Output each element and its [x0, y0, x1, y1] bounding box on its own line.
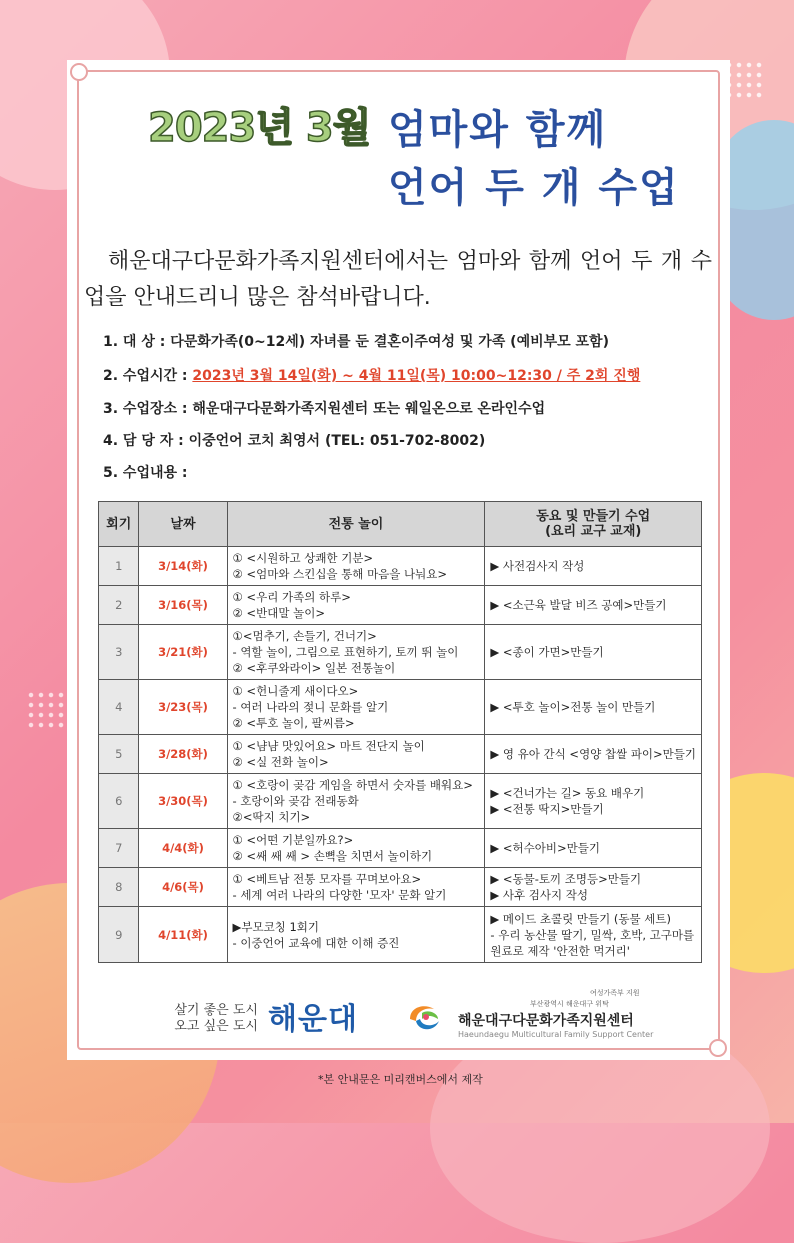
- table-row: [99, 907, 702, 963]
- traditional-play-cell: [227, 829, 485, 868]
- title-line1: 엄마와 함께: [388, 107, 608, 153]
- info-target-value: 다문화가족(0~12세) 자녀를 둔 결혼이주여성 및 가족 (예비부모 포함): [170, 334, 609, 350]
- song-craft-cell: [485, 868, 702, 907]
- song-line: ▶ 사후 검사지 작성: [490, 888, 588, 902]
- session-date: 4/6(목): [139, 868, 227, 907]
- info-content-label: 5. 수업내용 :: [103, 465, 188, 481]
- song-craft-cell: [485, 907, 702, 963]
- session-number: 7: [99, 829, 139, 868]
- table-row: [99, 680, 702, 735]
- table-row: [99, 829, 702, 868]
- header-no: 회기: [99, 502, 139, 547]
- session-number: 5: [99, 735, 139, 774]
- session-number: 2: [99, 586, 139, 625]
- song-line: ▶ <허수아비>만들기: [490, 841, 600, 855]
- song-line: ▶ 사전검사지 작성: [490, 559, 585, 573]
- song-line: ▶ <건너가는 길> 동요 배우기: [490, 786, 645, 800]
- song-craft-cell: [485, 625, 702, 680]
- session-date: 3/23(목): [139, 680, 227, 735]
- decor-dots: [26, 690, 66, 730]
- header-play: 전통 놀이: [227, 502, 485, 547]
- info-target: [103, 331, 609, 351]
- traditional-play-cell: [227, 774, 485, 829]
- play-line: ① <시원하고 상쾌한 기분>: [232, 551, 374, 565]
- song-craft-cell: [485, 680, 702, 735]
- title-year-month: 2023년 3월: [148, 105, 371, 151]
- header-song-line: 동요 및 만들기 수업: [536, 509, 651, 524]
- header-song-line: (요리 교구 교재): [545, 524, 642, 539]
- info-manager-value: 이중언어 코치 최영서 (TEL: 051-702-8002): [188, 433, 486, 449]
- table-row: [99, 735, 702, 774]
- table-row: [99, 868, 702, 907]
- play-line: ① <우리 가족의 하루>: [232, 590, 351, 604]
- center-sub2: 부산광역시 해운대구 위탁: [530, 1000, 609, 1008]
- title-line2: 언어 두 개 수업: [388, 165, 680, 211]
- session-date: 4/4(화): [139, 829, 227, 868]
- session-number: 8: [99, 868, 139, 907]
- song-line: 원료로 제작 '안전한 먹거리': [490, 943, 630, 958]
- play-line: ①<멈추기, 손들기, 건너기>: [232, 629, 377, 643]
- info-manager: [103, 430, 485, 450]
- traditional-play-cell: [227, 586, 485, 625]
- song-craft-cell: [485, 735, 702, 774]
- session-number: 1: [99, 547, 139, 586]
- table-header-row: [99, 502, 702, 547]
- center-logo-icon: [404, 997, 444, 1037]
- play-line: - 호랑이와 곶감 전래동화: [232, 794, 359, 808]
- center-name-en: Haeundaegu Multicultural Family Support Center: [458, 1030, 654, 1039]
- info-content: [103, 462, 188, 482]
- song-line: ▶ <동물-토끼 조명등>만들기: [490, 872, 642, 886]
- info-place-label: 3. 수업장소 :: [103, 401, 188, 417]
- info-time-value: 2023년 3월 14일(화) ~ 4월 11일(목) 10:00~12:30 / 주 2회 진행: [192, 368, 641, 384]
- play-line: ② <투호 놀이, 팔씨름>: [232, 716, 355, 730]
- info-manager-label: 4. 담 당 자 :: [103, 433, 184, 449]
- song-line: - 우리 농산물 딸기, 밀싹, 호박, 고구마를: [490, 927, 695, 942]
- play-line: ① <호랑이 곶감 게임을 하면서 숫자를 배워요>: [232, 778, 473, 792]
- play-line: ② <반대말 놀이>: [232, 606, 325, 620]
- song-craft-cell: [485, 547, 702, 586]
- session-date: 3/21(화): [139, 625, 227, 680]
- info-time-label: 2. 수업시간 :: [103, 368, 188, 384]
- play-line: ① <헌니줄게 새이다오>: [232, 684, 359, 698]
- header-date: 날짜: [139, 502, 227, 547]
- footer-note: *본 안내문은 미리캔버스에서 제작: [318, 1073, 483, 1086]
- session-number: 9: [99, 907, 139, 963]
- song-line: ▶ 메이드 초콜릿 만들기 (동물 세트): [490, 911, 671, 926]
- play-line: ① <베트남 전통 모자를 꾸며보아요>: [232, 872, 422, 886]
- city-slogan: [158, 1003, 258, 1035]
- play-line: - 이중언어 교육에 대한 이해 증진: [232, 935, 400, 950]
- song-line: ▶ <전통 딱지>만들기: [490, 802, 604, 816]
- intro-text: 해운대구다문화가족지원센터에서는 엄마와 함께 언어 두 개 수업을 안내드리니 많은 참석바랍니다.: [84, 249, 712, 310]
- info-place: [103, 398, 545, 418]
- slogan-line1: 살기 좋은 도시: [174, 1003, 258, 1018]
- table-row: [99, 547, 702, 586]
- play-line: ② <쌔 쌔 쌔 > 손뼉을 치면서 놀이하기: [232, 849, 433, 863]
- song-craft-cell: [485, 774, 702, 829]
- city-logo: 해운대: [268, 1002, 358, 1037]
- traditional-play-cell: [227, 735, 485, 774]
- play-line: ① <냠냠 맛있어요> 마트 전단지 놀이: [232, 739, 425, 753]
- play-line: - 세계 여러 나라의 다양한 '모자' 문화 알기: [232, 888, 447, 902]
- traditional-play-cell: [227, 547, 485, 586]
- session-number: 6: [99, 774, 139, 829]
- center-sub1: 여성가족부 지원: [590, 989, 640, 997]
- song-craft-cell: [485, 586, 702, 625]
- play-line: ① <어떤 기분일까요?>: [232, 833, 354, 847]
- song-line: ▶ <투호 놀이>전통 놀이 만들기: [490, 700, 656, 714]
- song-line: ▶ <종이 가면>만들기: [490, 645, 604, 659]
- table-row: [99, 586, 702, 625]
- traditional-play-cell: [227, 868, 485, 907]
- session-number: 3: [99, 625, 139, 680]
- info-target-label: 1. 대 상 :: [103, 334, 166, 350]
- session-date: 3/14(화): [139, 547, 227, 586]
- session-date: 3/28(화): [139, 735, 227, 774]
- song-line: ▶ <소근육 발달 비즈 공예>만들기: [490, 598, 667, 612]
- traditional-play-cell: [227, 625, 485, 680]
- play-line: - 여러 나라의 젖니 문화를 알기: [232, 700, 389, 714]
- table-row: [99, 774, 702, 829]
- decor-dots: [724, 60, 764, 100]
- table-row: [99, 625, 702, 680]
- play-line: ▶부모코칭 1회기: [232, 919, 319, 934]
- play-line: ② <실 전화 놀이>: [232, 755, 329, 769]
- traditional-play-cell: [227, 907, 485, 963]
- slogan-line2: 오고 싶은 도시: [174, 1019, 258, 1034]
- play-line: - 역할 놀이, 그림으로 표현하기, 토끼 뛰 놀이: [232, 645, 459, 659]
- session-date: 3/30(목): [139, 774, 227, 829]
- schedule-table: [98, 501, 702, 963]
- play-line: ② <엄마와 스킨십을 통해 마음을 나눠요>: [232, 567, 448, 581]
- play-line: ②<딱지 치기>: [232, 810, 311, 824]
- header-song: [485, 502, 702, 547]
- session-date: 4/11(화): [139, 907, 227, 963]
- song-craft-cell: [485, 829, 702, 868]
- session-date: 3/16(목): [139, 586, 227, 625]
- play-line: ② <후쿠와라이> 일본 전통놀이: [232, 661, 396, 675]
- song-line: ▶ 영 유아 간식 <영양 찹쌀 파이>만들기: [490, 747, 696, 761]
- center-name: 해운대구다문화가족지원센터: [458, 1013, 634, 1029]
- session-number: 4: [99, 680, 139, 735]
- traditional-play-cell: [227, 680, 485, 735]
- info-time: [103, 365, 640, 385]
- info-place-value: 해운대구다문화가족지원센터 또는 웨일온으로 온라인수업: [192, 401, 546, 417]
